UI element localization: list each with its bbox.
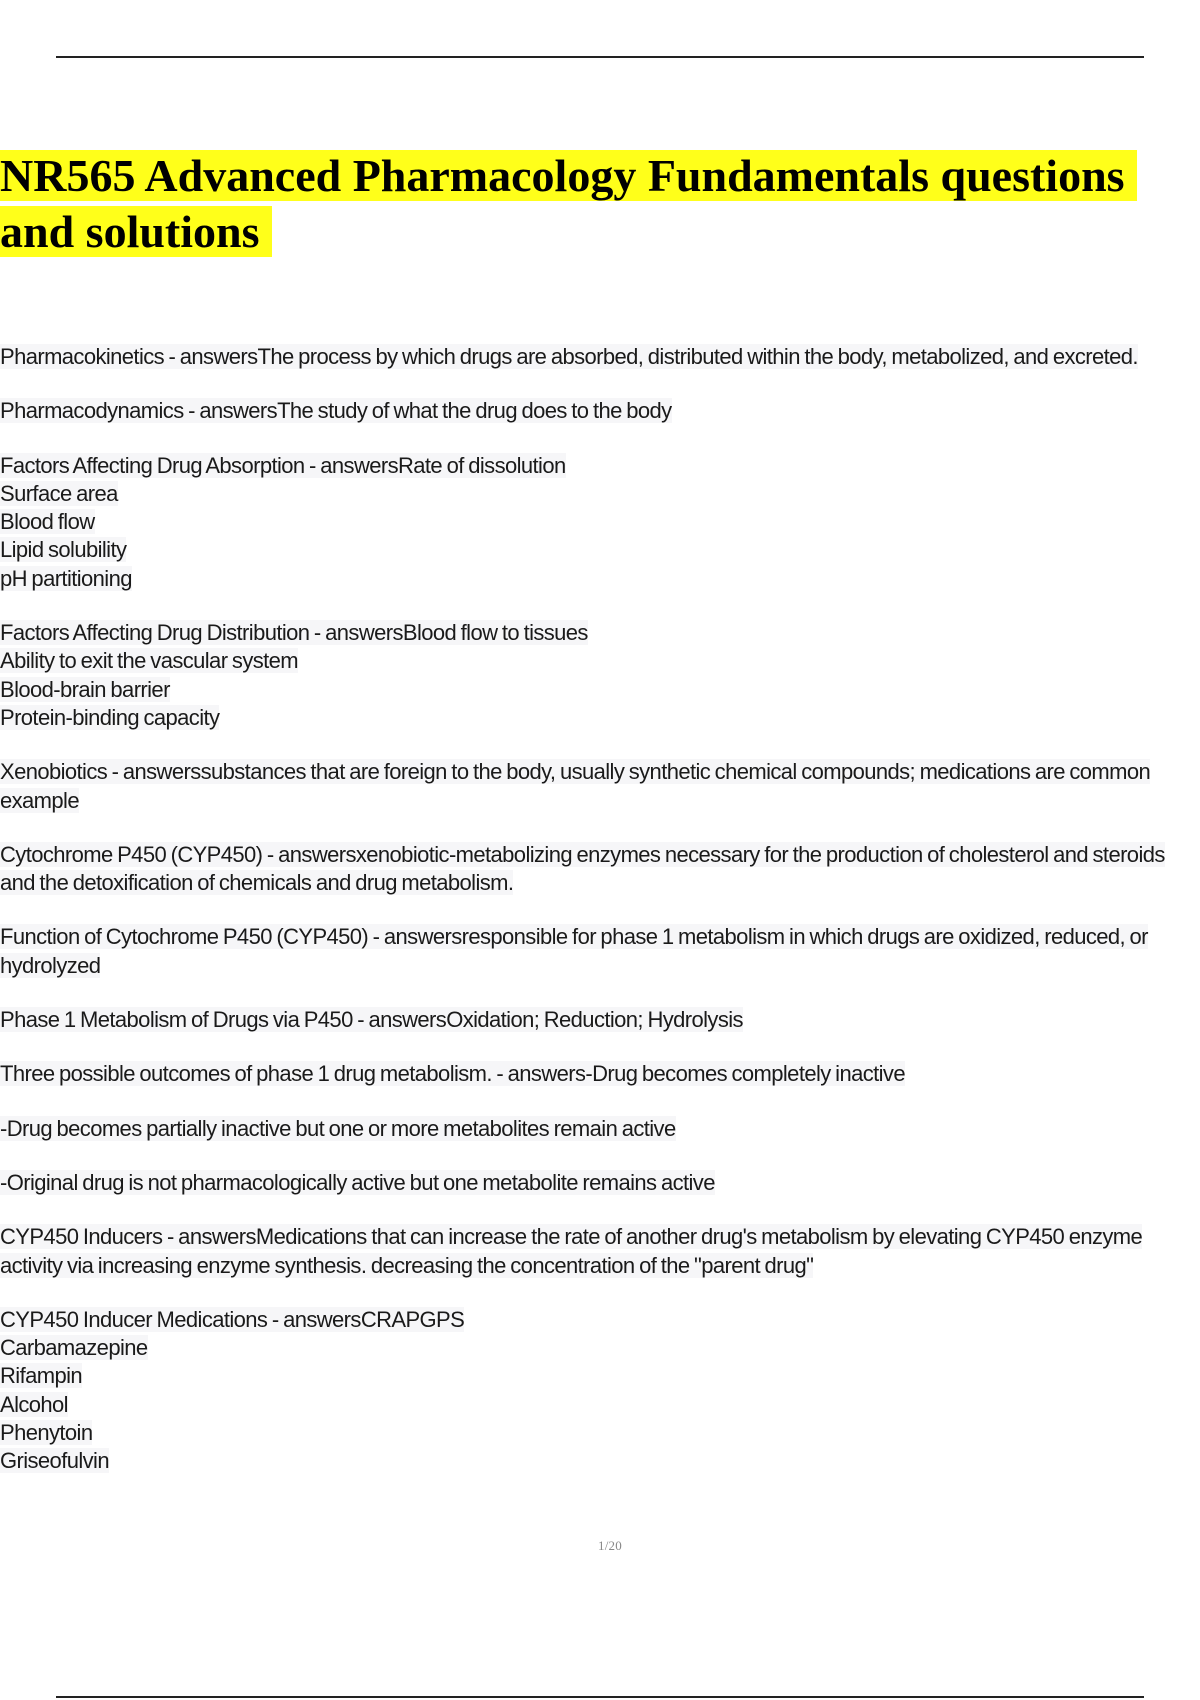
page-number: 1/20 (598, 1538, 622, 1553)
entry-answer: CRAPGPS Carbamazepine Rifampin Alcohol Phenytoin Griseofulvin (0, 1306, 465, 1474)
qa-entry (0, 1115, 1200, 1143)
entry-term: Function of Cytochrome P450 (CYP450) - answers (0, 924, 462, 950)
entry-term: Factors Affecting Drug Absorption - answers (0, 452, 398, 478)
bottom-rule (56, 1696, 1144, 1698)
entry-term: Factors Affecting Drug Distribution - answers (0, 620, 403, 646)
entry-term: Pharmacodynamics - answers (0, 398, 278, 424)
qa-entry (0, 1060, 1200, 1088)
qa-entry (0, 1306, 1200, 1476)
entry-term: CYP450 Inducers - answers (0, 1224, 256, 1250)
document-title (0, 148, 1200, 260)
entry-term: Phase 1 Metabolism of Drugs via P450 - answers (0, 1007, 447, 1033)
qa-list (0, 343, 1200, 1502)
entry-term: CYP450 Inducer Medications - answers (0, 1306, 361, 1332)
entry-answer: Rate of dissolution Surface area Blood flow Lipid solubility pH partitioning (0, 452, 566, 591)
entry-term: Pharmacokinetics - answers (0, 344, 258, 369)
entry-term: Three possible outcomes of phase 1 drug metabolism. - answers (0, 1061, 586, 1087)
qa-entry (0, 1006, 1200, 1034)
top-rule (56, 56, 1144, 58)
entry-term: Xenobiotics - answers (0, 759, 201, 785)
entry-answer: Oxidation; Reduction; Hydrolysis (446, 1007, 743, 1033)
qa-entry (0, 343, 1200, 371)
entry-answer: Blood flow to tissues Ability to exit the vascular system Blood-brain barrier Protein-binding capacity (0, 620, 588, 730)
entry-answer: -Drug becomes completely inactive (585, 1061, 905, 1087)
entry-answer: Medications that can increase the rate of another drug's metabolism by elevating CYP450 enzyme activity via increasing enzyme synthesis. decreasing the concentration of the "parent drug" (0, 1224, 1143, 1278)
entry-answer: substances that are foreign to the body, usually synthetic chemical compounds; medications are common example (0, 759, 1151, 813)
entry-term: Cytochrome P450 (CYP450) - answers (0, 841, 356, 867)
qa-entry (0, 841, 1200, 898)
qa-entry (0, 923, 1200, 980)
qa-entry (0, 397, 1200, 425)
qa-entry (0, 758, 1200, 815)
qa-entry (0, 452, 1200, 593)
entry-answer: xenobiotic-metabolizing enzymes necessary for the production of cholesterol and steroids and the detoxification of chemicals and drug metabolism. (0, 841, 1165, 896)
document-title-text: NR565 Advanced Pharmacology Fundamentals questions and solutions (0, 150, 1137, 257)
qa-entry (0, 619, 1200, 732)
entry-answer: The study of what the drug does to the body (277, 398, 672, 424)
entry-answer: The process by which drugs are absorbed, distributed within the body, metabolized, and excreted. (257, 344, 1138, 369)
entry-answer: responsible for phase 1 metabolism in which drugs are oxidized, reduced, or hydrolyzed (0, 924, 1148, 978)
entry-answer: -Drug becomes partially inactive but one or more metabolites remain active (0, 1115, 676, 1141)
qa-entry (0, 1169, 1200, 1197)
entry-answer: -Original drug is not pharmacologically active but one metabolite remains active (0, 1169, 715, 1195)
qa-entry (0, 1223, 1200, 1280)
